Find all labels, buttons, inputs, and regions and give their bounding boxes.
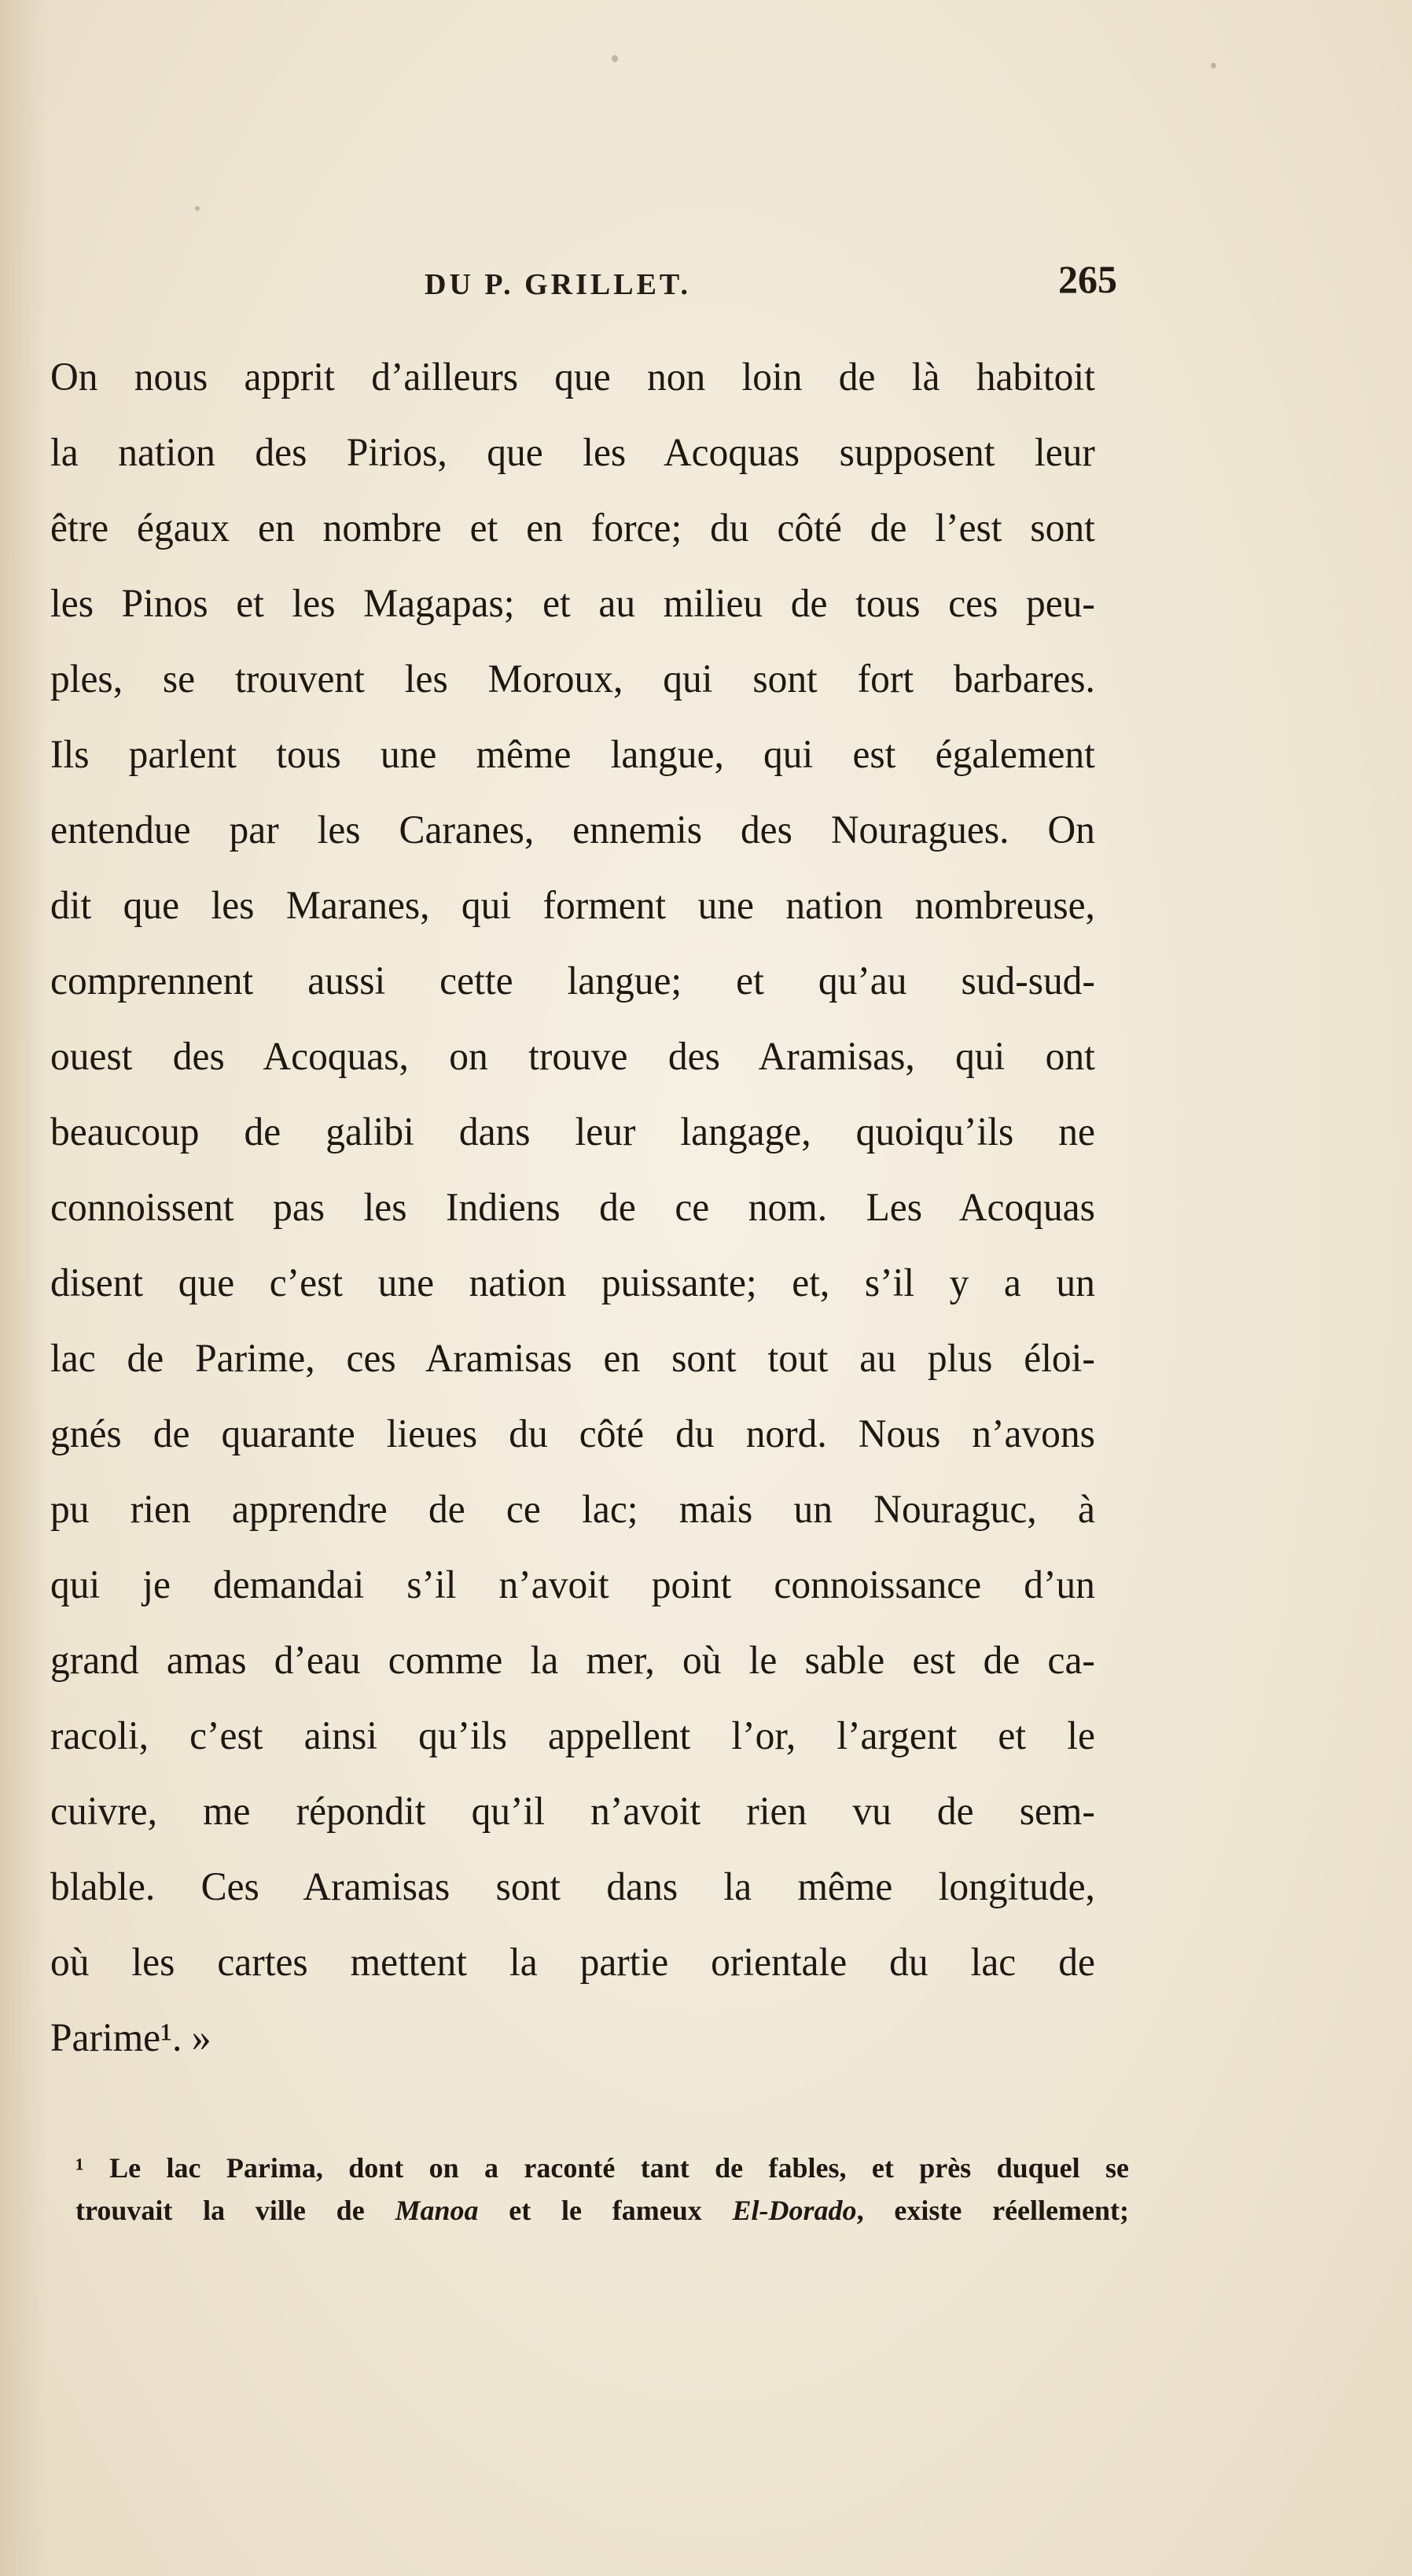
text-line: racoli, c’est ainsi qu’ils appellent l’or, l’argent et le bbox=[50, 1714, 1095, 1758]
text-line: ouest des Acoquas, on trouve des Aramisas, qui ont bbox=[50, 1035, 1095, 1079]
text-line: connoissent pas les Indiens de ce nom. Les Acoquas bbox=[50, 1186, 1095, 1230]
footnote-italic-eldorado: El-Dorado bbox=[732, 2195, 857, 2226]
text-line: gnés de quarante lieues du côté du nord. Nous n’avons bbox=[50, 1412, 1095, 1456]
footnote-text: et le fameux bbox=[478, 2195, 733, 2226]
main-text-block bbox=[50, 340, 1127, 2076]
text-line: la nation des Pirios, que les Acoquas supposent leur bbox=[50, 431, 1095, 475]
text-line: être égaux en nombre et en force; du côté de l’est sont bbox=[50, 506, 1095, 550]
text-line: pu rien apprendre de ce lac; mais un Nouraguc, à bbox=[50, 1488, 1095, 1532]
footnote-italic-manoa: Manoa bbox=[395, 2195, 479, 2226]
text-line: qui je demandai s’il n’avoit point connoissance d’un bbox=[50, 1563, 1095, 1607]
text-line: dit que les Maranes, qui forment une nation nombreuse, bbox=[50, 884, 1095, 928]
text-line: On nous apprit d’ailleurs que non loin de là habitoit bbox=[50, 355, 1095, 399]
text-line: beaucoup de galibi dans leur langage, quoiqu’ils ne bbox=[50, 1110, 1095, 1154]
running-title: DU P. GRILLET. bbox=[425, 268, 691, 301]
footnote-text: trouvait la ville de bbox=[75, 2195, 395, 2226]
text-line: grand amas d’eau comme la mer, où le sable est de ca- bbox=[50, 1639, 1095, 1683]
text-line: où les cartes mettent la partie orientale du lac de bbox=[50, 1941, 1095, 1985]
text-line: blable. Ces Aramisas sont dans la même longitude, bbox=[50, 1865, 1095, 1909]
footnote-text: , existe réellement; bbox=[856, 2195, 1129, 2226]
paper-speck bbox=[195, 206, 200, 211]
footnote-line: ¹ Le lac Parima, dont on a raconté tant de fables, et près duquel se bbox=[75, 2152, 1129, 2184]
text-line: cuivre, me répondit qu’il n’avoit rien vu de sem- bbox=[50, 1790, 1095, 1834]
running-head bbox=[0, 252, 1412, 315]
footnote bbox=[75, 2147, 1129, 2232]
text-line: les Pinos et les Magapas; et au milieu de tous ces peu- bbox=[50, 582, 1095, 626]
page-number: 265 bbox=[1058, 257, 1117, 301]
text-line: Ils parlent tous une même langue, qui est également bbox=[50, 733, 1095, 777]
footnote-line bbox=[75, 2189, 1129, 2232]
text-line: ples, se trouvent les Moroux, qui sont fort barbares. bbox=[50, 657, 1095, 701]
paper-speck bbox=[1211, 63, 1216, 68]
text-line: comprennent aussi cette langue; et qu’au sud-sud- bbox=[50, 959, 1095, 1003]
page-gutter-shadow bbox=[0, 0, 47, 2576]
text-line: Parime¹. » bbox=[50, 2016, 211, 2060]
text-line: entendue par les Caranes, ennemis des Nouragues. On bbox=[50, 808, 1095, 852]
paper-speck bbox=[612, 55, 618, 62]
text-line: disent que c’est une nation puissante; et, s’il y a un bbox=[50, 1261, 1095, 1305]
text-line: lac de Parime, ces Aramisas en sont tout au plus éloi- bbox=[50, 1337, 1095, 1381]
